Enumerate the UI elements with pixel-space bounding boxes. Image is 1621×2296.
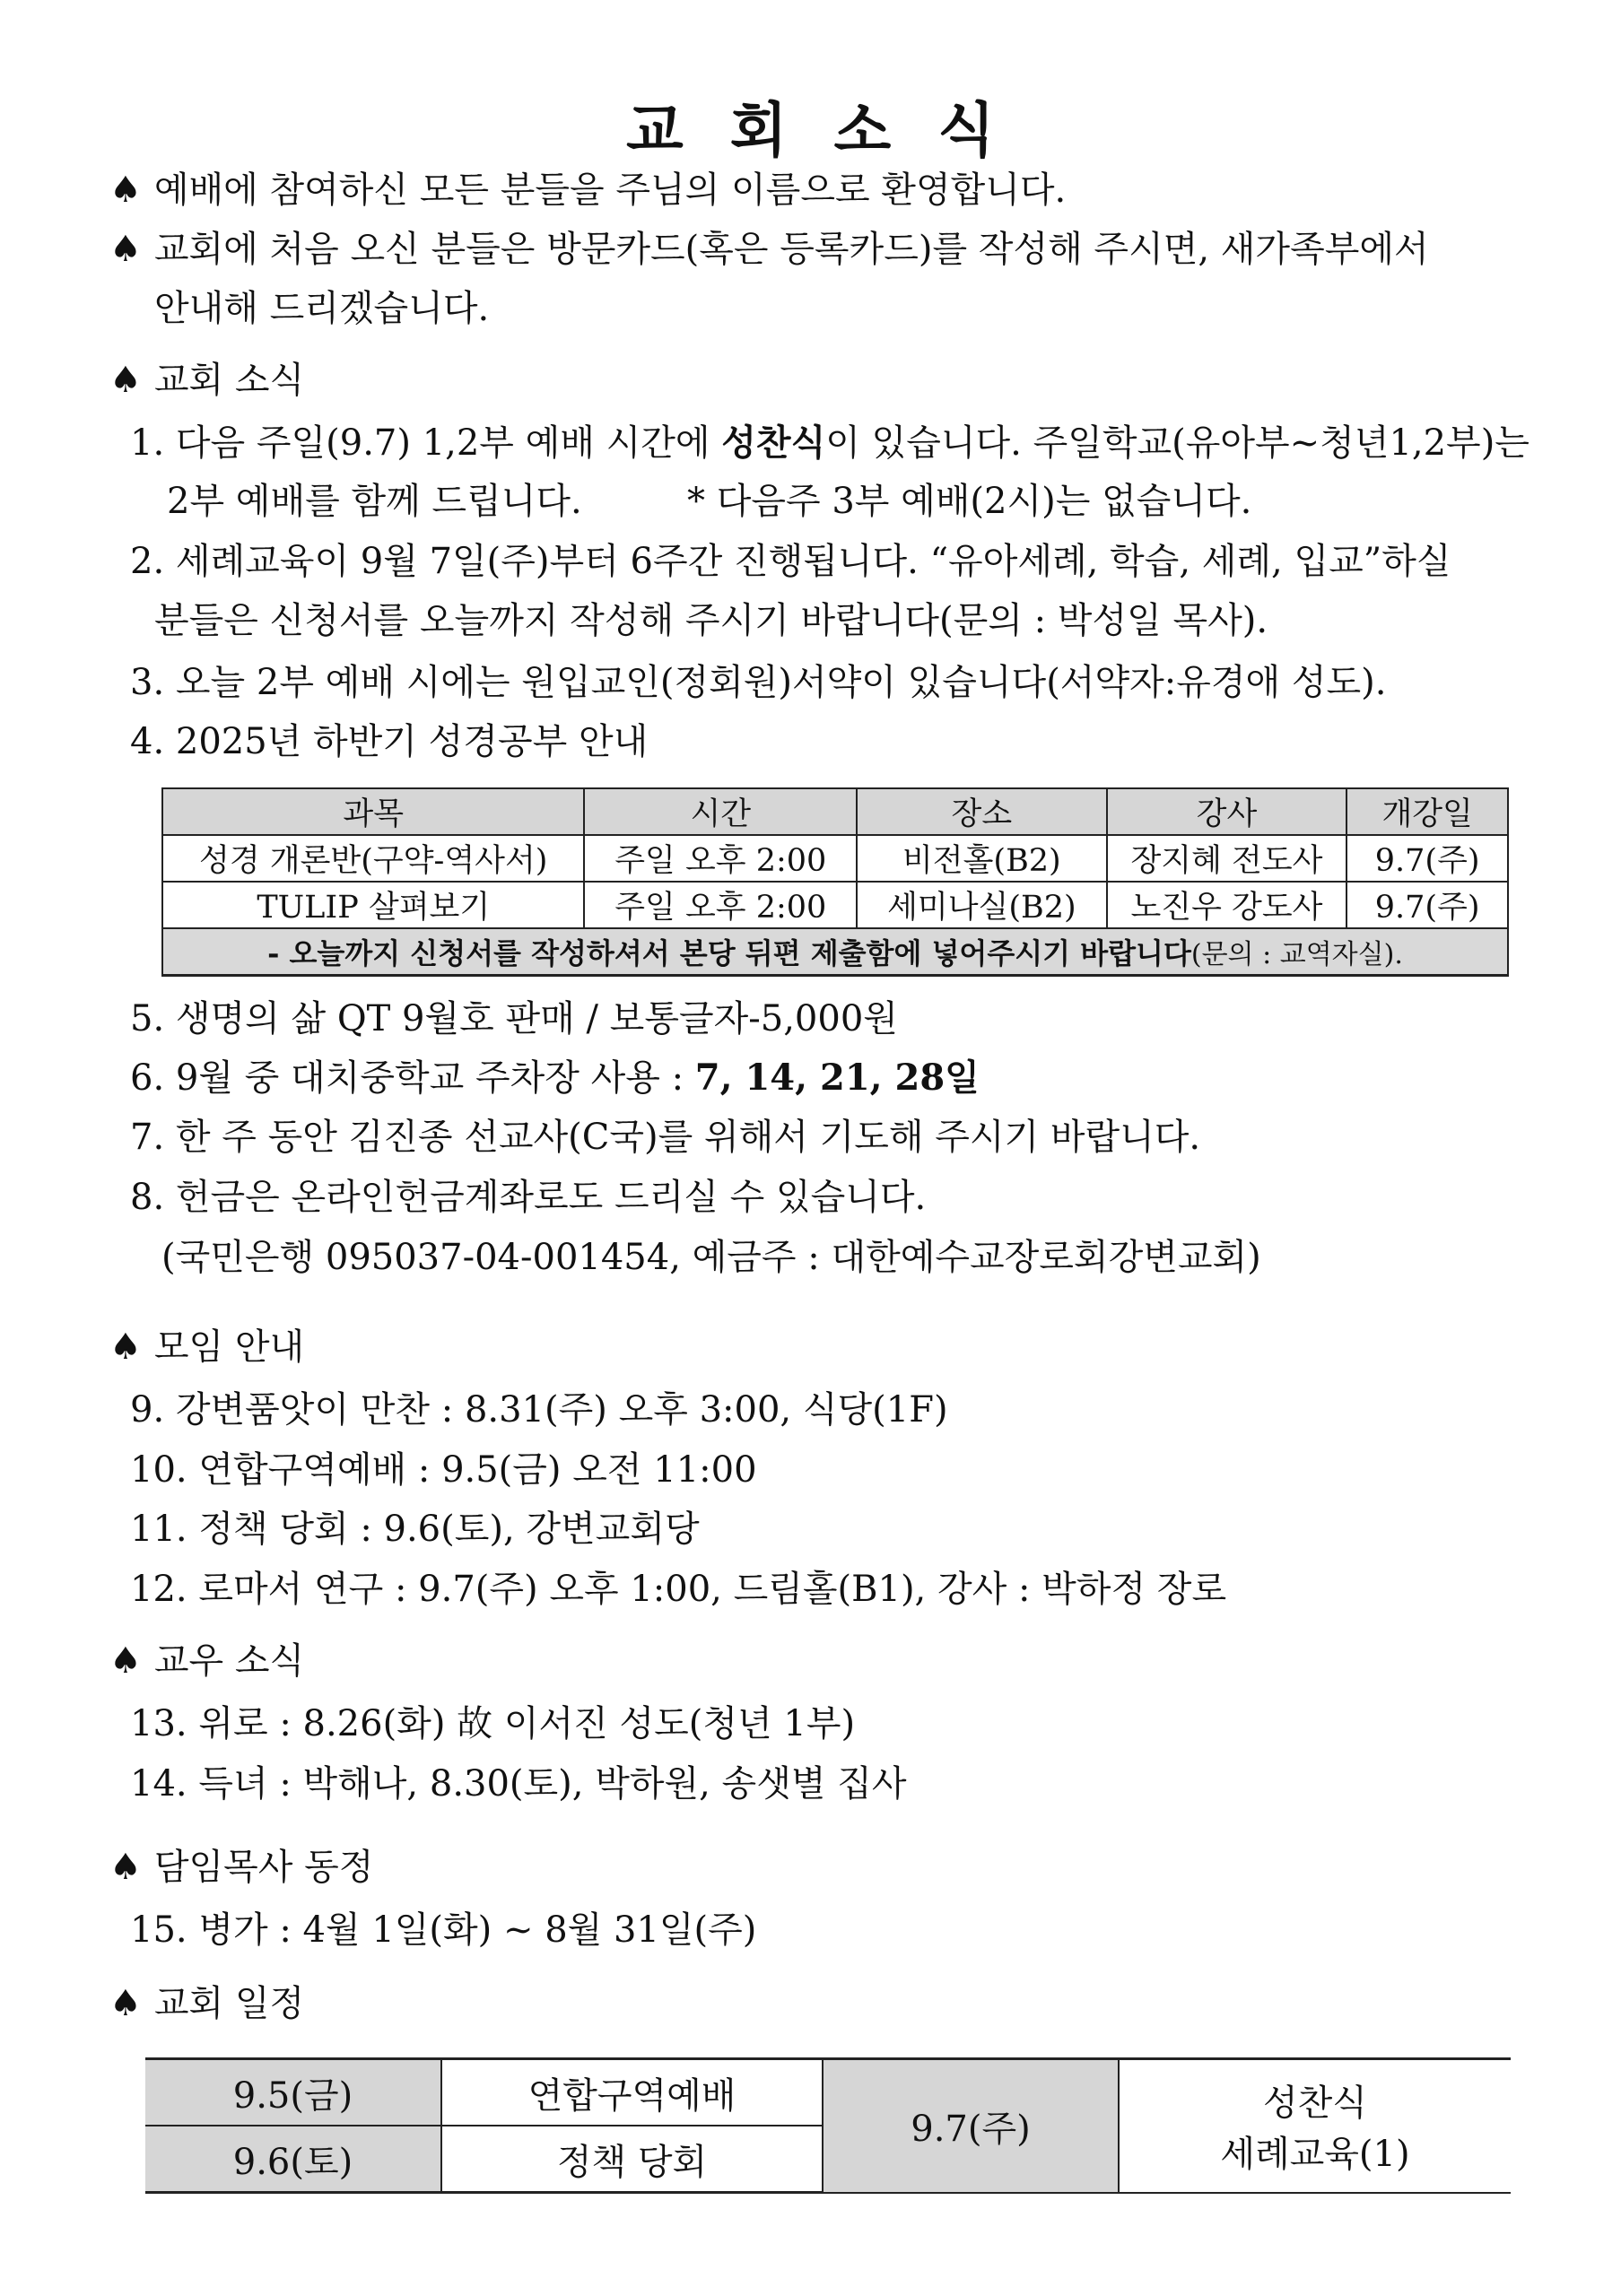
meeting-item: 10. 연합구역예배 : 9.5(금) 오전 11:00	[130, 1449, 757, 1491]
table-cell: 노진우 강도사	[1107, 882, 1347, 928]
pastor-item: 15. 병가 : 4월 1일(화) ~ 8월 31일(주)	[130, 1909, 757, 1951]
table-header: 시간	[584, 788, 857, 835]
table-cell: 장지혜 전도사	[1107, 835, 1347, 882]
news-item-4: 4. 2025년 하반기 성경공부 안내	[130, 721, 649, 762]
table-cell: 9.7(주)	[1346, 835, 1508, 882]
news-item-1: 1. 다음 주일(9.7) 1,2부 예배 시간에 성찬식이 있습니다. 주일학교(유아부~청년1,2부)는	[130, 422, 1529, 464]
news-item-1-cont: 2부 예배를 함께 드립니다.	[167, 481, 582, 522]
spade-icon: ♠	[109, 1640, 142, 1682]
spade-icon: ♠	[109, 1326, 142, 1368]
news-item-8-account: (국민은행 095037-04-001454, 예금주 : 대한예수교장로회강변교회)	[161, 1237, 1261, 1278]
schedule-date: 9.7(주)	[823, 2059, 1119, 2193]
schedule-event: 연합구역예배	[441, 2059, 823, 2126]
welcome-line-2: ♠ 교회에 처음 오신 분들은 방문카드(혹은 등록카드)를 작성해 주시면, 새가족부에서	[109, 229, 1429, 270]
table-header: 과목	[162, 788, 584, 835]
news-item-8: 8. 헌금은 온라인헌금계좌로도 드리실 수 있습니다.	[130, 1177, 927, 1218]
news-item-6: 6. 9월 중 대치중학교 주차장 사용 : 7, 14, 21, 28일	[130, 1057, 980, 1099]
spade-icon: ♠	[109, 170, 142, 211]
table-header-row	[162, 788, 1508, 835]
welcome-line-1: ♠ 예배에 참여하신 모든 분들을 주님의 이름으로 환영합니다.	[109, 170, 1067, 211]
church-schedule-table	[145, 2057, 1511, 2194]
bible-study-table	[161, 787, 1509, 977]
table-note-row	[162, 928, 1508, 976]
table-row	[145, 2059, 1511, 2126]
member-item: 14. 득녀 : 박해나, 8.30(토), 박하원, 송샛별 집사	[130, 1763, 907, 1805]
spade-icon: ♠	[109, 1983, 142, 2024]
spade-icon: ♠	[109, 360, 142, 401]
table-cell: 주일 오후 2:00	[584, 835, 857, 882]
table-header: 개강일	[1346, 788, 1508, 835]
page-title: 교회소식	[625, 96, 1042, 165]
table-note: - 오늘까지 신청서를 작성하셔서 본당 뒤편 제출함에 넣어주시기 바랍니다(문의 : 교역자실).	[162, 928, 1508, 976]
news-item-7: 7. 한 주 동안 김진종 선교사(C국)를 위해서 기도해 주시기 바랍니다.	[130, 1117, 1201, 1158]
meeting-item: 9. 강변품앗이 만찬 : 8.31(주) 오후 3:00, 식당(1F)	[130, 1389, 948, 1431]
table-cell: TULIP 살펴보기	[162, 882, 584, 928]
schedule-event-line: 세례교육(1)	[1220, 2134, 1410, 2176]
table-cell: 세미나실(B2)	[857, 882, 1107, 928]
section-heading-members: ♠ 교우 소식	[109, 1640, 305, 1682]
schedule-event-line: 성찬식	[1263, 2083, 1367, 2125]
news-item-2-cont: 분들은 신청서를 오늘까지 작성해 주시기 바랍니다(문의 : 박성일 목사).	[154, 600, 1268, 641]
news-item-2: 2. 세례교육이 9월 7일(주)부터 6주간 진행됩니다. “유아세례, 학습, 세례, 입교”하실	[130, 541, 1451, 582]
schedule-date: 9.5(금)	[145, 2059, 441, 2126]
meeting-item: 11. 정책 당회 : 9.6(토), 강변교회당	[130, 1509, 700, 1550]
section-heading-schedule: ♠ 교회 일정	[109, 1983, 305, 2024]
section-heading-pastor: ♠ 담임목사 동정	[109, 1847, 374, 1888]
table-cell: 9.7(주)	[1346, 882, 1508, 928]
table-cell: 주일 오후 2:00	[584, 882, 857, 928]
schedule-event: 정책 당회	[441, 2126, 823, 2193]
section-heading-news: ♠ 교회 소식	[109, 360, 305, 401]
schedule-event	[1119, 2059, 1511, 2193]
spade-icon: ♠	[109, 1847, 142, 1888]
news-item-3: 3. 오늘 2부 예배 시에는 원입교인(정회원)서약이 있습니다(서약자:유경애 성도).	[130, 662, 1387, 703]
news-item-1-note: * 다음주 3부 예배(2시)는 없습니다.	[687, 481, 1252, 522]
table-row	[162, 882, 1508, 928]
news-item-5: 5. 생명의 삶 QT 9월호 판매 / 보통글자-5,000원	[130, 998, 898, 1039]
table-row	[162, 835, 1508, 882]
table-header: 강사	[1107, 788, 1347, 835]
welcome-line-3: 안내해 드리겠습니다.	[154, 288, 490, 329]
section-heading-meetings: ♠ 모임 안내	[109, 1326, 305, 1368]
member-item: 13. 위로 : 8.26(화) 故 이서진 성도(청년 1부)	[130, 1703, 856, 1744]
table-cell: 성경 개론반(구약-역사서)	[162, 835, 584, 882]
schedule-date: 9.6(토)	[145, 2126, 441, 2193]
table-header: 장소	[857, 788, 1107, 835]
table-cell: 비전홀(B2)	[857, 835, 1107, 882]
spade-icon: ♠	[109, 229, 142, 270]
meeting-item: 12. 로마서 연구 : 9.7(주) 오후 1:00, 드림홀(B1), 강사 : 박하정 장로	[130, 1569, 1227, 1610]
